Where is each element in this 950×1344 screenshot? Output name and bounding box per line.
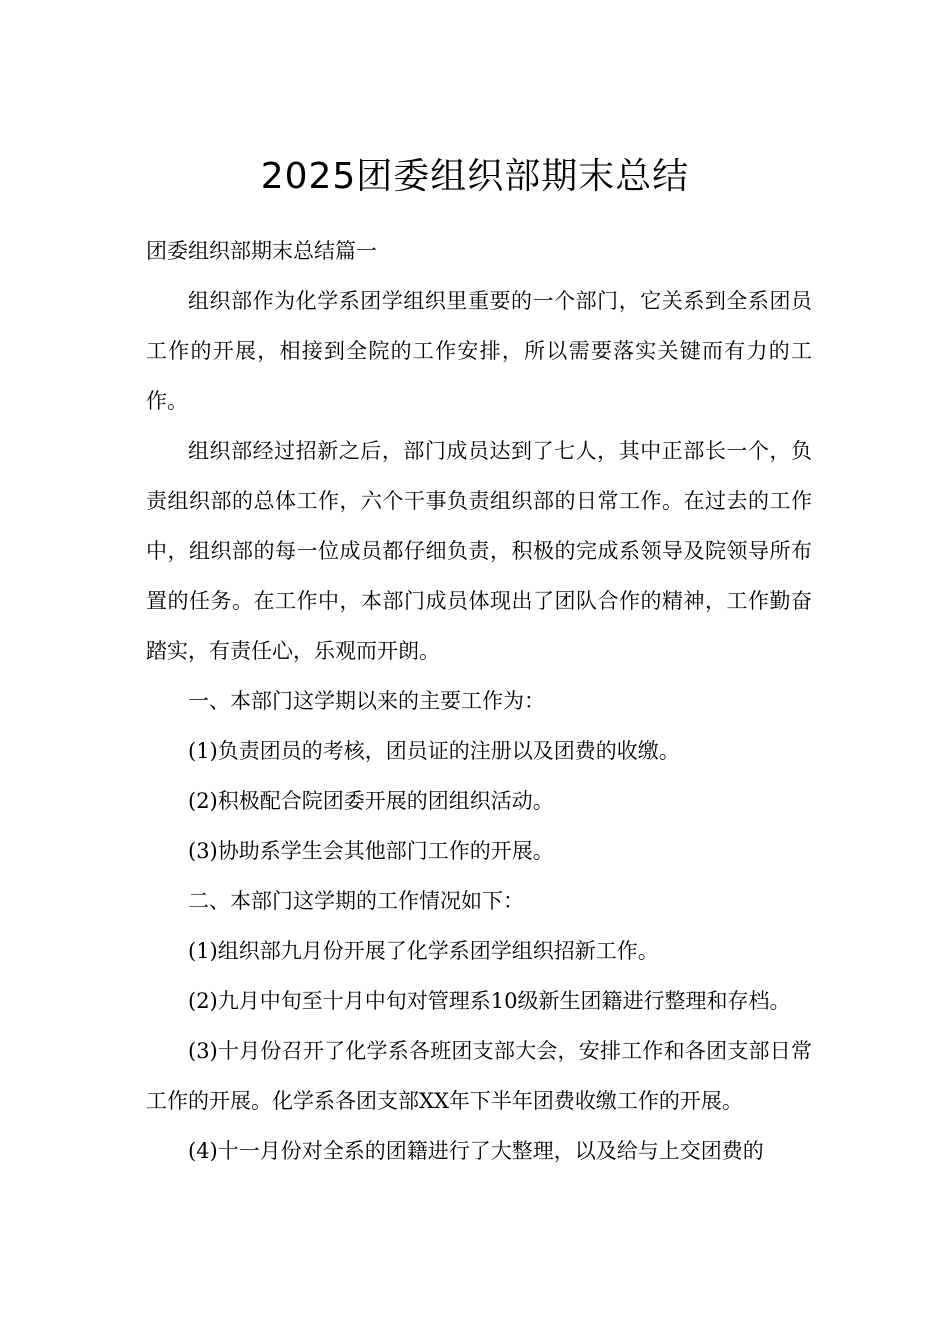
paragraph-members: 组织部经过招新之后，部门成员达到了七人，其中正部长一个，负责组织部的总体工作，六个干事负责组织部的日常工作。在过去的工作中，组织部的每一位成员都仔细负责，积极的完成系领导及院领导所布置的任务。在工作中，本部门成员体现出了团队合作的精神，工作勤奋踏实，有责任心，乐观而开朗。: [146, 439, 812, 663]
status-item-2: (2)九月中旬至十月中旬对管理系10级新生团籍进行整理和存档。: [188, 989, 791, 1013]
paragraph-intro: 组织部作为化学系团学组织里重要的一个部门，它关系到全系团员工作的开展，相接到全院的工作安排，所以需要落实关键而有力的工作。: [146, 289, 812, 413]
status-item-1: (1)组织部九月份开展了化学系团学组织招新工作。: [188, 939, 659, 963]
document-title: 2025团委组织部期末总结: [260, 156, 690, 198]
paragraph-work-status-heading: 二、本部门这学期的工作情况如下：: [188, 889, 524, 913]
paragraph-main-work-heading: 一、本部门这学期以来的主要工作为：: [188, 689, 545, 713]
status-item-3: (3)十月份召开了化学系各班团支部大会，安排工作和各团支部日常工作的开展。化学系各团支部XX年下半年团费收缴工作的开展。: [146, 1039, 812, 1113]
list-item-3: (3)协助系学生会其他部门工作的开展。: [188, 839, 554, 863]
status-item-4: (4)十一月份对全系的团籍进行了大整理，以及给与上交团费的: [188, 1139, 764, 1163]
document-body: [146, 226, 812, 1176]
list-item-1: (1)负责团员的考核，团员证的注册以及团费的收缴。: [188, 739, 680, 763]
list-item-2: (2)积极配合院团委开展的团组织活动。: [188, 789, 554, 813]
section-heading: 团委组织部期末总结篇一: [146, 239, 377, 263]
